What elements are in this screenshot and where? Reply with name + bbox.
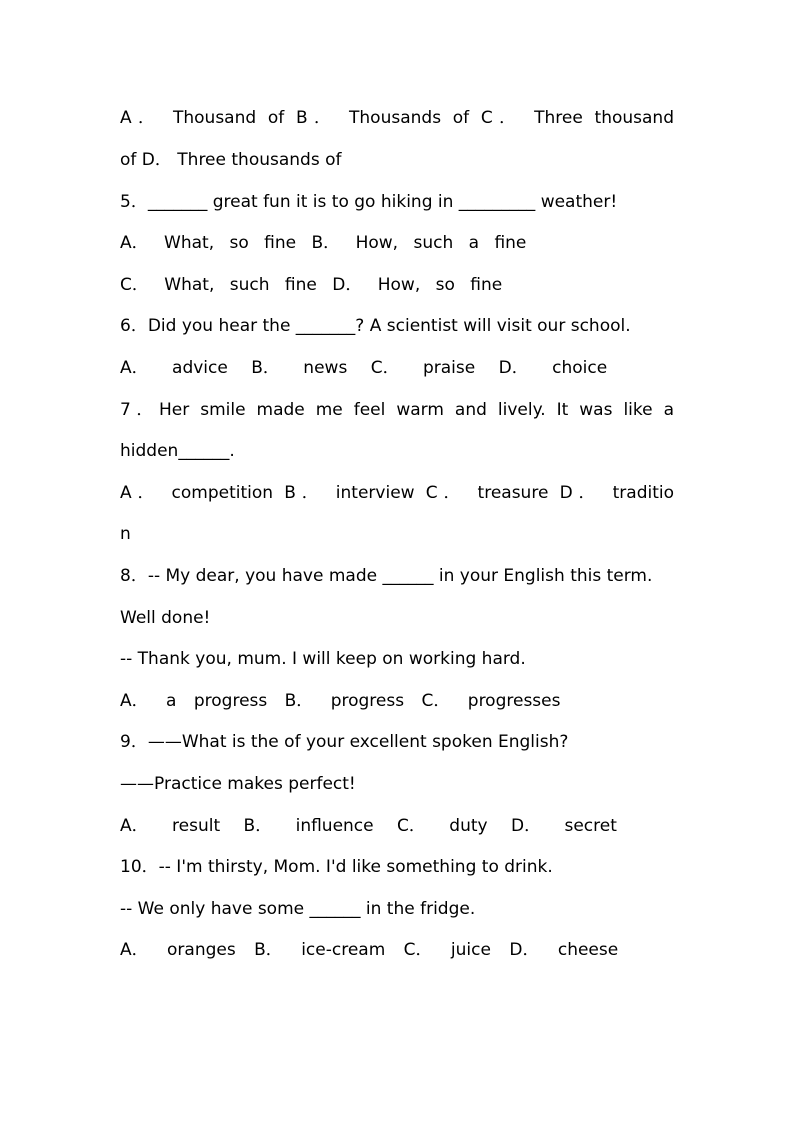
q7-question-line-2: hidden______. <box>120 441 235 461</box>
q4-options-line-2: of D． Three thousands of <box>120 150 342 170</box>
q6-options: A． advice B． news C． praise D． choice <box>120 358 608 378</box>
q4-options-line-1: A． Thousand of B． Thousands of C． Three thousand <box>120 108 674 128</box>
q7-options-line-1: A． competition B． interview C． treasure D． traditio <box>120 483 674 503</box>
q7-question-line-1: 7．Her smile made me feel warm and lively. It was like a <box>120 400 674 420</box>
q7-options-line-2: n <box>120 524 131 544</box>
q9-reply: ——Practice makes perfect! <box>120 774 356 794</box>
q8-reply: -- Thank you, mum. I will keep on working hard. <box>120 649 526 669</box>
q5-question: 5．_______ great fun it is to go hiking in _________ weather! <box>120 192 618 212</box>
q5-options-line-1: A． What, so fine B． How, such a fine <box>120 233 527 253</box>
q9-question: 9．——What is the of your excellent spoken English? <box>120 732 569 752</box>
q9-options: A． result B． influence C． duty D． secret <box>120 816 617 836</box>
q8-question-line-2: Well done! <box>120 608 211 628</box>
q8-question-line-1: 8．-- My dear, you have made ______ in your English this term. <box>120 566 653 586</box>
q5-options-line-2: C． What, such fine D． How, so fine <box>120 275 503 295</box>
q10-options: A． oranges B． ice-cream C． juice D． cheese <box>120 940 619 960</box>
q10-question: 10．-- I'm thirsty, Mom. I'd like something to drink. <box>120 857 553 877</box>
q6-question: 6．Did you hear the _______? A scientist will visit our school. <box>120 316 631 336</box>
q8-options: A． a progress B． progress C． progresses <box>120 691 561 711</box>
q10-reply: -- We only have some ______ in the fridge. <box>120 899 476 919</box>
